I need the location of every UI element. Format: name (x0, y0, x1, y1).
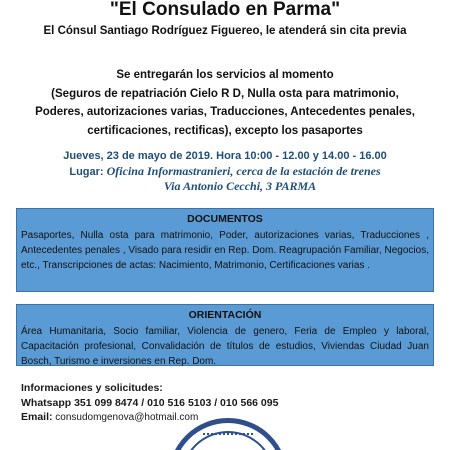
services-line: certificaciones, rectificas), excepto los pasaportes (87, 124, 363, 137)
place-address: Via Antonio Cecchi, 3 PARMA (163, 179, 317, 193)
documentos-box (16, 208, 434, 292)
services-block (0, 66, 450, 140)
whatsapp-row (21, 396, 321, 411)
orientacion-title: ORIENTACIÓN (188, 309, 262, 321)
orientacion-box (16, 304, 434, 366)
email-label: Email: (21, 411, 53, 423)
place-name: Oficina Informastranieri, cerca de la estación de trenes (106, 163, 381, 178)
documentos-title: DOCUMENTOS (187, 213, 263, 225)
schedule-block (0, 149, 450, 195)
seal-lettering (203, 433, 253, 441)
place-label: Lugar: (69, 165, 107, 178)
services-line: (Seguros de repatriación Cielo R D, Nulla osta para matrimonio, (51, 87, 399, 100)
documentos-text: Pasaportes, Nulla osta para matrimonio, Poder, autorizaciones varias, Traducciones , Antecedentes penales , Visado para residir en Rep. Dom. Reagrupación Familiar, Negocios, etc., Transcripciones de actas: Nacimiento, Matrimonio, Certificaciones varias . (21, 230, 429, 271)
contact-block (21, 381, 321, 426)
services-line: Poderes, autorizaciones varias, Traducciones, Antecedentes penales, (35, 106, 415, 118)
services-heading: Se entregarán los servicios al momento (116, 69, 334, 81)
flyer-subtitle: El Cónsul Santiago Rodríguez Figuereo, le atenderá sin cita previa (43, 25, 407, 37)
schedule-address (0, 179, 450, 195)
whatsapp-numbers: 351 099 8474 / 010 516 5103 / 010 566 095 (71, 396, 279, 409)
schedule-date-time: Jueves, 23 de mayo de 2019. Hora 10:00 - 12.00 y 14.00 - 16.00 (63, 150, 387, 162)
orientacion-text: Área Humanitaria, Socio familiar, Violencia de genero, Feria de Empleo y laboral, Capacitación profesional, Convalidación de títulos de estudios, Viviendas Ciudad Juan Bosch, Turismo e inversiones en Rep. Dom. (21, 326, 429, 367)
email-row (21, 410, 321, 426)
schedule-place (0, 164, 450, 180)
whatsapp-label: Whatsapp (21, 396, 72, 409)
contact-title: Informaciones y solicitudes: (21, 382, 163, 394)
flyer-title: "El Consulado en Parma" (109, 0, 341, 20)
email-link[interactable]: consudomgenova@hotmail.com (52, 412, 199, 423)
